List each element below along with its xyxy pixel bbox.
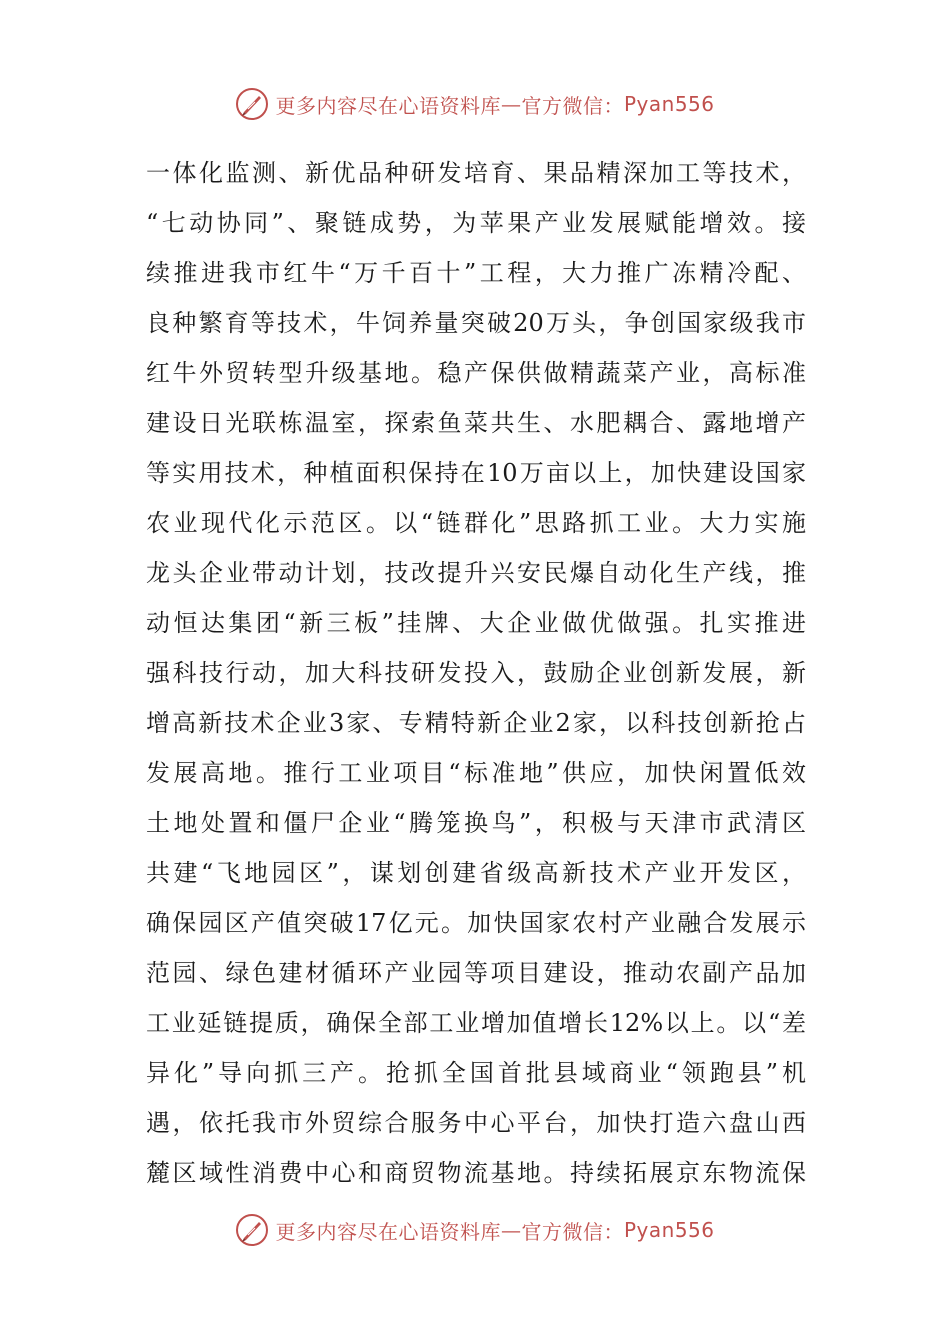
footer-banner-dash: — <box>500 1218 522 1242</box>
header-watermark-banner <box>0 82 950 126</box>
document-body <box>146 148 806 1198</box>
body-line: 一体化监测、新优品种研发培育、果品精深加工等技术， <box>146 159 806 187</box>
body-line: 共建“飞地园区”，谋划创建省级高新技术产业开发区， <box>146 859 806 887</box>
body-line: 范园、绿色建材循环产业园等项目建设，推动农副产品加 <box>146 959 806 987</box>
header-wechat-label: 官方微信： <box>521 93 624 118</box>
header-banner-text: 更多内容尽在心语资料库 <box>275 93 501 118</box>
quill-pen-logo-icon <box>235 87 269 121</box>
footer-banner-text: 更多内容尽在心语资料库 <box>275 1219 501 1244</box>
header-wechat-id: Pyan556 <box>623 92 715 116</box>
body-line: 麓区域性消费中心和商贸物流基地。持续拓展京东物流保 <box>146 1159 806 1187</box>
body-line: 红牛外贸转型升级基地。稳产保供做精蔬菜产业，高标准 <box>146 359 806 387</box>
body-line: 遇，依托我市外贸综合服务中心平台，加快打造六盘山西 <box>146 1109 806 1137</box>
body-line: 续推进我市红牛“万千百十”工程，大力推广冻精冷配、 <box>146 259 806 287</box>
footer-watermark-banner <box>0 1208 950 1252</box>
footer-wechat-label: 官方微信： <box>521 1219 624 1244</box>
body-line: 强科技行动，加大科技研发投入，鼓励企业创新发展，新 <box>146 659 806 687</box>
body-line: 农业现代化示范区。以“链群化”思路抓工业。大力实施 <box>146 509 806 537</box>
body-line: 动恒达集团“新三板”挂牌、大企业做优做强。扎实推进 <box>146 609 806 637</box>
body-line: 良种繁育等技术，牛饲养量突破20万头，争创国家级我市 <box>146 309 806 337</box>
body-line: 发展高地。推行工业项目“标准地”供应，加快闲置低效 <box>146 759 806 787</box>
body-line: “七动协同”、聚链成势，为苹果产业发展赋能增效。接 <box>146 209 806 237</box>
body-line: 土地处置和僵尸企业“腾笼换鸟”，积极与天津市武清区 <box>146 809 806 837</box>
footer-wechat-id: Pyan556 <box>623 1218 715 1242</box>
body-line: 确保园区产值突破17亿元。加快国家农村产业融合发展示 <box>146 909 806 937</box>
body-line: 龙头企业带动计划，技改提升兴安民爆自动化生产线，推 <box>146 559 806 587</box>
body-line: 增高新技术企业3家、专精特新企业2家，以科技创新抢占 <box>146 709 806 737</box>
header-banner-dash: — <box>500 92 522 116</box>
body-line: 异化”导向抓三产。抢抓全国首批县域商业“领跑县”机 <box>146 1059 806 1087</box>
body-line: 建设日光联栋温室，探索鱼菜共生、水肥耦合、露地增产 <box>146 409 806 437</box>
quill-pen-logo-icon <box>235 1213 269 1247</box>
body-line: 工业延链提质，确保全部工业增加值增长12%以上。以“差 <box>146 1009 806 1037</box>
body-line: 等实用技术，种植面积保持在10万亩以上，加快建设国家 <box>146 459 806 487</box>
